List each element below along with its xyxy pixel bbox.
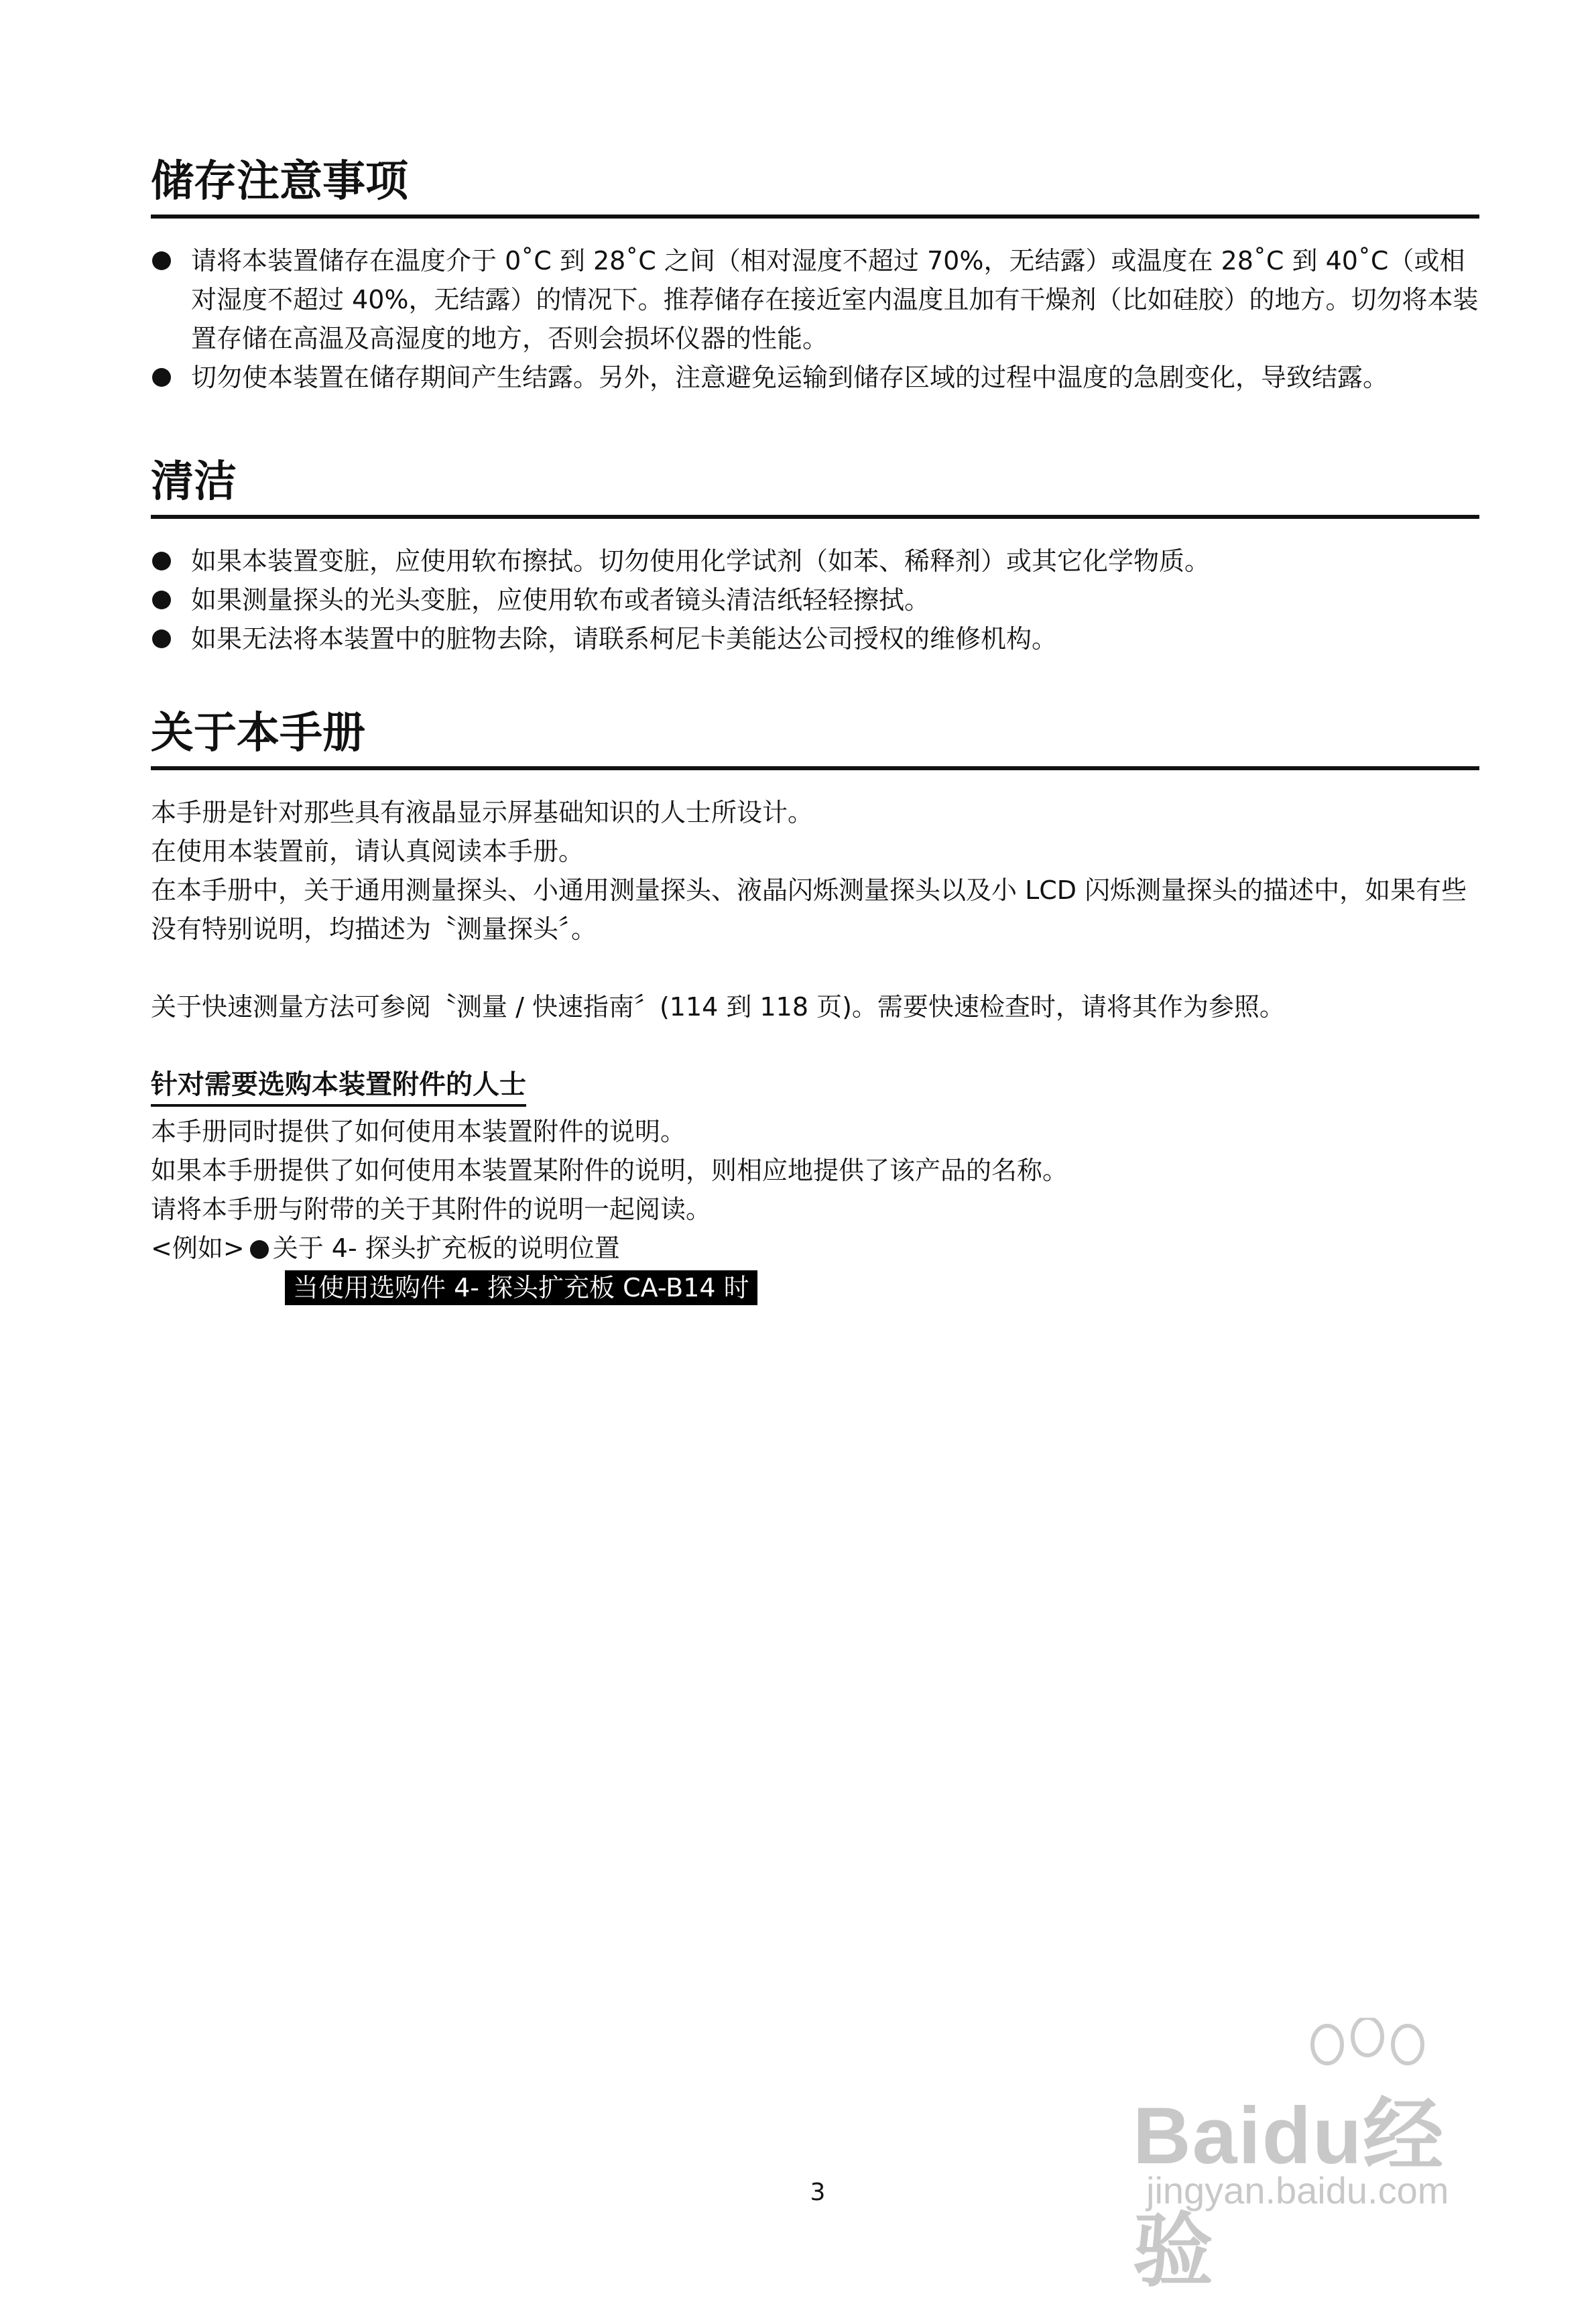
manual-paragraph-3: 在本手册中，关于通用测量探头、小通用测量探头、液晶闪烁测量探头以及小 LCD 闪烁测量探头的描述中，如果有些没有特别说明，均描述为〝测量探头〞。: [151, 875, 1467, 944]
manual-section: [151, 707, 1479, 1305]
baidu-watermark: [1133, 2018, 1508, 2296]
accessories-block: [151, 1065, 1479, 1305]
page-number: 3: [810, 2179, 826, 2206]
quick-guide-reference: 关于快速测量方法可参阅〝测量 / 快速指南〞(114 到 118 页)。需要快速检查时，请将其作为参照。: [151, 992, 1285, 1022]
cleaning-bullet-1: 如果本装置变脏，应使用软布擦拭。切勿使用化学试剂（如苯、稀释剂）或其它化学物质。: [151, 542, 1479, 581]
storage-heading: 储存注意事项: [151, 156, 1479, 219]
cleaning-heading: 清洁: [151, 456, 1479, 519]
bullet-dot-icon: [250, 1240, 269, 1259]
manual-intro: [151, 793, 1479, 949]
cleaning-section: [151, 456, 1479, 658]
accessories-line-2: 如果本手册提供了如何使用本装置某附件的说明，则相应地提供了该产品的名称。: [151, 1156, 1068, 1185]
option-badge: 当使用选购件 4- 探头扩充板 CA-B14 时: [285, 1270, 757, 1305]
cleaning-bullet-3: 如果无法将本装置中的脏物去除，请联系柯尼卡美能达公司授权的维修机构。: [151, 619, 1479, 658]
manual-paragraph-2: 在使用本装置前，请认真阅读本手册。: [151, 837, 585, 866]
cleaning-bullet-2: 如果测量探头的光头变脏，应使用软布或者镜头清洁纸轻轻擦拭。: [151, 581, 1479, 619]
manual-paragraph-1: 本手册是针对那些具有液晶显示屏基础知识的人士所设计。: [151, 798, 814, 827]
manual-heading: 关于本手册: [151, 707, 1479, 770]
cleaning-bullet-list: [151, 542, 1479, 658]
example-line: [151, 1229, 1479, 1268]
storage-bullet-1: 请将本装置储存在温度介于 0˚C 到 28˚C 之间（相对湿度不超过 70%，无结露）或温度在 28˚C 到 40˚C（或相对湿度不超过 40%，无结露）的情况下。推荐储存在接近室内温度且加有干燥剂（比如硅胶）的地方。切勿将本装置存储在高温及高湿度的地方，否则会损坏仪器的性能。: [151, 241, 1479, 358]
accessories-subheading: 针对需要选购本装置附件的人士: [151, 1065, 526, 1107]
storage-bullet-list: [151, 241, 1479, 397]
storage-section: [151, 156, 1479, 397]
storage-bullet-2: 切勿使本装置在储存期间产生结露。另外，注意避免运输到储存区域的过程中温度的急剧变化，导致结露。: [151, 358, 1479, 397]
example-label: <例如>: [151, 1233, 245, 1263]
watermark-url: jingyan.baidu.com: [1146, 2169, 1449, 2212]
example-badge-row: [151, 1270, 1479, 1305]
example-text: 关于 4- 探头扩充板的说明位置: [272, 1233, 620, 1263]
accessories-line-3: 请将本手册与附带的关于其附件的说明一起阅读。: [151, 1195, 712, 1224]
accessories-line-1: 本手册同时提供了如何使用本装置附件的说明。: [151, 1117, 686, 1146]
watermark-brand: Baidu经验: [1133, 2091, 1445, 2296]
